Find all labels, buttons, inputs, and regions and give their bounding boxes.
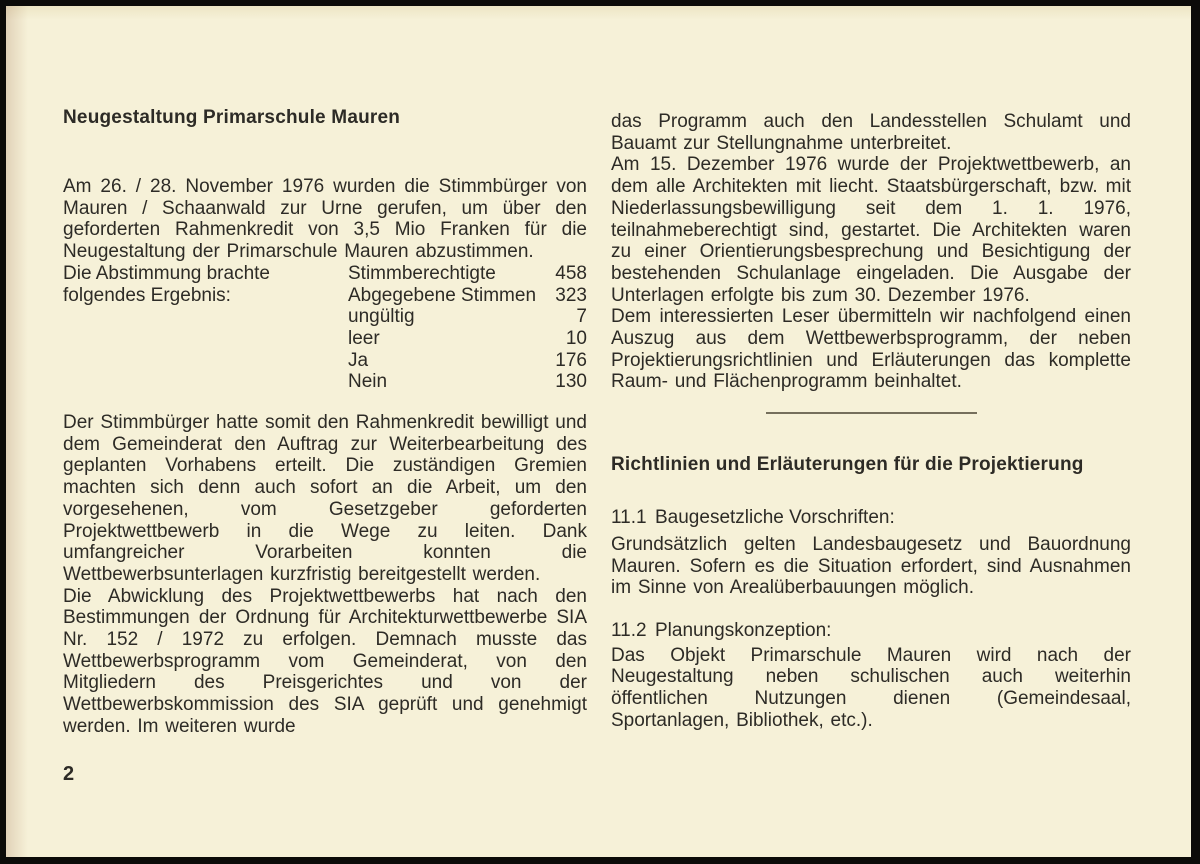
intro-paragraph: Am 26. / 28. November 1976 wurden die Stimmbürger von Mauren / Schaanwald zur Urne gerufen, um über den geforderten Rahmenkredit von 3,5 Mio Franken für die Neugestaltung der Primarschule Mauren abzustimmen. [63, 176, 587, 263]
subsection-number: 11.1 [611, 507, 647, 529]
stat-value: 176 [555, 349, 587, 371]
body-paragraph-program-submitted: das Programm auch den Landesstellen Schulamt und Bauamt zur Stellungnahme unterbreitet. [611, 111, 1131, 154]
vote-results-caption-line2: folgendes Ergebnis: [63, 284, 231, 306]
subsection-title-text: Baugesetzliche Vorschriften: [655, 507, 895, 529]
section-heading-richtlinien: Richtlinien und Erläuterungen für die Projektierung [611, 454, 1084, 476]
body-paragraph-competition-process: Die Abwicklung des Projektwettbewerbs hat nach den Bestimmungen der Ordnung für Architekturwettbewerbe SIA Nr. 152 / 1972 zu erfolgen. Demnach musste das Wettbewerbsprogramm vom Gemeinderat, von den Mitgliedern des Preisgerichtes und von der Wettbewerbskommission des SIA geprüft und genehmigt werden. Im weiteren wurde [63, 585, 587, 737]
vote-results-caption-line1: Die Abstimmung brachte [63, 262, 270, 284]
table-row [348, 306, 587, 328]
stat-label: Abgegebene Stimmen [348, 284, 537, 306]
subsection-11-1-title [611, 507, 1131, 529]
table-row [348, 350, 587, 372]
left-column [63, 107, 587, 738]
vote-results-caption [63, 263, 348, 393]
body-paragraph-credit-approved: Der Stimmbürger hatte somit den Rahmenkredit bewilligt und dem Gemeinderat den Auftrag zur Weiterbearbeitung des geplanten Vorhabens erteilt. Die zuständigen Gremien machten sich denn auch sofort an die Arbeit, um den vorgesehenen, vom Gesetzgeber geforderten Projektwettbewerb in die Wege zu leiten. Dank umfangreicher Vorarbeiten konnten die Wettbewerbsunterlagen kurzfristig bereitgestellt werden. [63, 412, 587, 585]
subsection-11-1-body: Grundsätzlich gelten Landesbaugesetz und Bauordnung Mauren. Sofern es die Situation erfordert, sind Ausnahmen im Sinne von Arealüberbauungen möglich. [611, 533, 1131, 599]
stat-value: 323 [555, 284, 587, 306]
subsection-number: 11.2 [611, 619, 647, 641]
scanned-document-page [6, 6, 1191, 857]
vote-results-block [63, 263, 587, 393]
stat-value: 130 [555, 371, 587, 393]
subsection-title-text: Planungskonzeption: [655, 619, 832, 641]
page-number: 2 [63, 763, 75, 785]
stat-label: leer [348, 327, 380, 349]
table-row [348, 328, 587, 350]
table-row [348, 285, 587, 307]
stat-label: Nein [348, 371, 388, 393]
stat-value: 7 [576, 306, 587, 328]
stat-value: 458 [555, 262, 587, 284]
body-paragraph-reader-excerpt: Dem interessierten Leser übermitteln wir nachfolgend einen Auszug aus dem Wettbewerbsprogramm, der neben Projektierungsrichtlinien und Erläuterungen das komplette Raum- und Flächenprogramm beinhaltet. [611, 306, 1131, 393]
stat-value: 10 [565, 327, 587, 349]
vote-results-table [348, 263, 587, 393]
stat-label: Ja [348, 349, 369, 371]
article-title: Neugestaltung Primarschule Mauren [63, 107, 401, 128]
table-row [348, 263, 587, 285]
table-row [348, 371, 587, 393]
right-column [611, 111, 1131, 731]
stat-label: ungültig [348, 306, 415, 328]
subsection-11-2-body: Das Objekt Primarschule Mauren wird nach der Neugestaltung neben schulischen auch weiterhin öffentlichen Nutzungen dienen (Gemeindesaal, Sportanlagen, Bibliothek, etc.). [611, 644, 1131, 731]
stat-label: Stimmberechtigte [348, 262, 496, 284]
subsection-11-2-title [611, 620, 1131, 642]
section-divider-rule [766, 412, 977, 414]
body-paragraph-competition-start: Am 15. Dezember 1976 wurde der Projektwettbewerb, an dem alle Architekten mit liecht. Staatsbürgerschaft, bzw. mit Niederlassungsbewilligung seit dem 1. 1. 1976, teilnahmeberechtigt sind, gestartet. Die Architekten waren zu einer Orientierungsbesprechung und Besichtigung der bestehenden Schulanlage eingeladen. Die Ausgabe der Unterlagen erfolgte bis zum 30. Dezember 1976. [611, 154, 1131, 306]
